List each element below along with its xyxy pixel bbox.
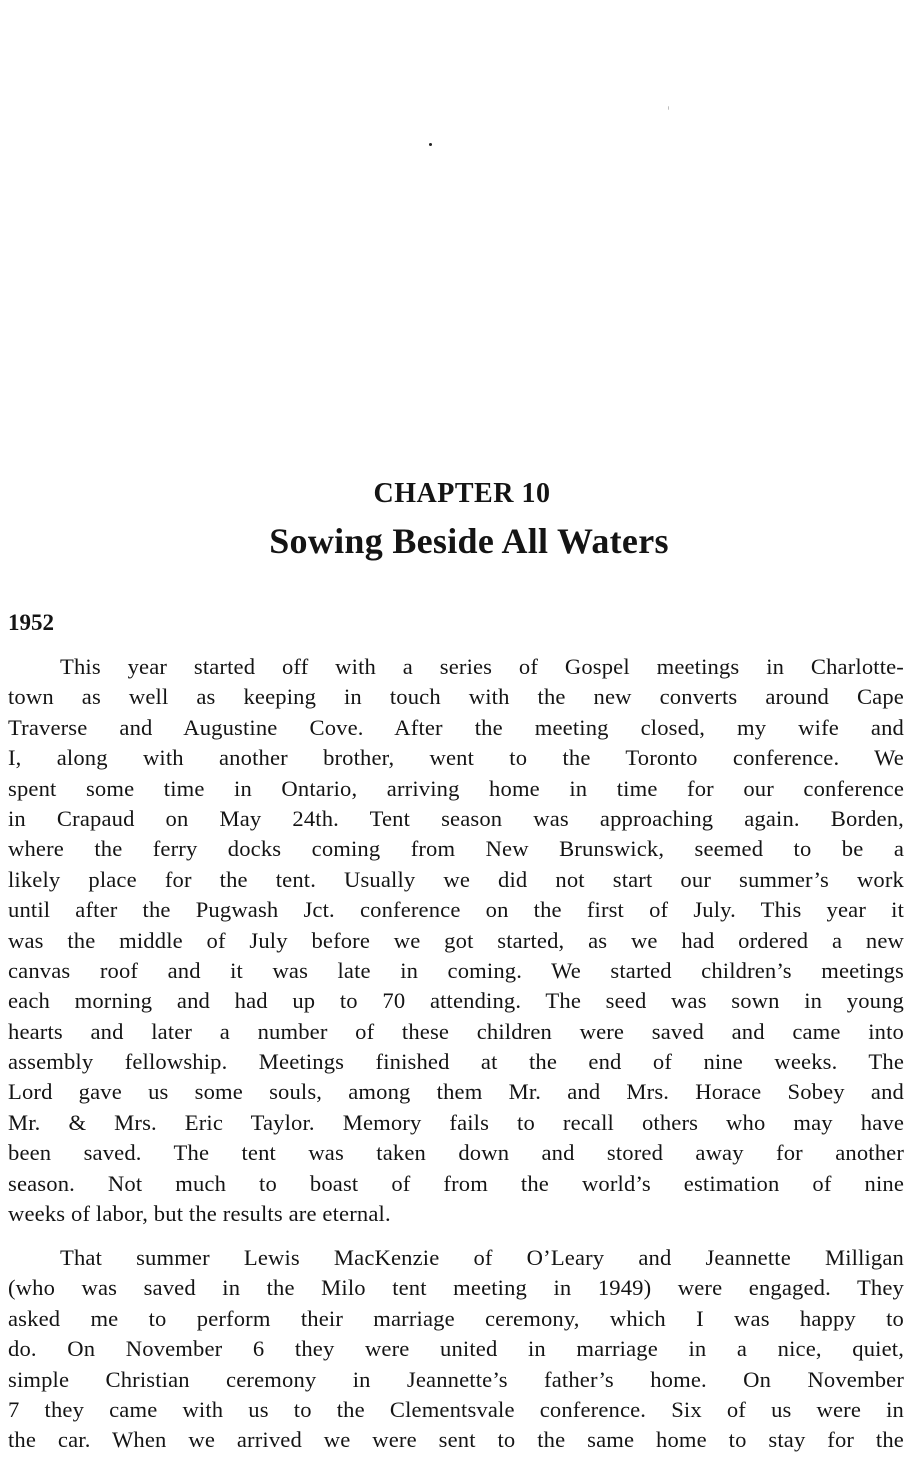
text-line: where the ferry docks coming from New Brunswick, seemed to be a xyxy=(8,836,904,862)
chapter-title: Sowing Beside All Waters xyxy=(269,521,669,561)
text-line: the car. When we arrived we were sent to the same home to stay for the xyxy=(8,1427,904,1453)
text-line: assembly fellowship. Meetings finished at the end of nine weeks. The xyxy=(8,1049,904,1075)
text-line: This year started off with a series of Gospel meetings in Charlotte- xyxy=(60,654,904,679)
text-line: canvas roof and it was late in coming. We started children’s meetings xyxy=(8,957,904,983)
text-line: 7 they came with us to the Clementsvale conference. Six of us were in xyxy=(8,1396,904,1422)
text-line: asked me to perform their marriage ceremony, which I was happy to xyxy=(8,1305,904,1331)
text-line: in Crapaud on May 24th. Tent season was approaching again. Borden, xyxy=(8,805,904,831)
text-line: likely place for the tent. Usually we did not start our summer’s work xyxy=(8,866,904,892)
paragraph-2 xyxy=(8,1243,904,1456)
text-line: (who was saved in the Milo tent meeting in 1949) were engaged. They xyxy=(8,1275,904,1301)
text-line: each morning and had up to 70 attending. The seed was sown in young xyxy=(8,988,904,1014)
scan-speck xyxy=(668,106,669,110)
text-line: simple Christian ceremony in Jeannette’s father’s home. On November xyxy=(8,1366,904,1392)
text-line: spent some time in Ontario, arriving home in time for our conference xyxy=(8,775,904,801)
text-line: Traverse and Augustine Cove. After the meeting closed, my wife and xyxy=(8,714,904,740)
section-heading-year: 1952 xyxy=(8,610,54,635)
text-line: been saved. The tent was taken down and stored away for another xyxy=(8,1140,904,1166)
text-line: Mr. & Mrs. Eric Taylor. Memory fails to recall others who may have xyxy=(8,1109,904,1135)
text-line: until after the Pugwash Jct. conference on the first of July. This year it xyxy=(8,897,904,923)
text-line: do. On November 6 they were united in marriage in a nice, quiet, xyxy=(8,1336,904,1362)
text-line: I, along with another brother, went to the Toronto conference. We xyxy=(8,745,904,771)
text-line: hearts and later a number of these children were saved and came into xyxy=(8,1018,904,1044)
text-line: season. Not much to boast of from the world’s estimation of nine xyxy=(8,1170,904,1196)
chapter-number: CHAPTER 10 xyxy=(373,478,551,509)
text-line: That summer Lewis MacKenzie of O’Leary and Jeannette Milligan xyxy=(60,1245,904,1270)
scan-speck xyxy=(429,143,432,146)
text-line: town as well as keeping in touch with the new converts around Cape xyxy=(8,684,904,710)
text-line: was the middle of July before we got started, as we had ordered a new xyxy=(8,927,904,953)
paragraph-1 xyxy=(8,652,904,1229)
text-line: weeks of labor, but the results are eternal. xyxy=(8,1201,391,1227)
text-line: Lord gave us some souls, among them Mr. and Mrs. Horace Sobey and xyxy=(8,1079,904,1105)
